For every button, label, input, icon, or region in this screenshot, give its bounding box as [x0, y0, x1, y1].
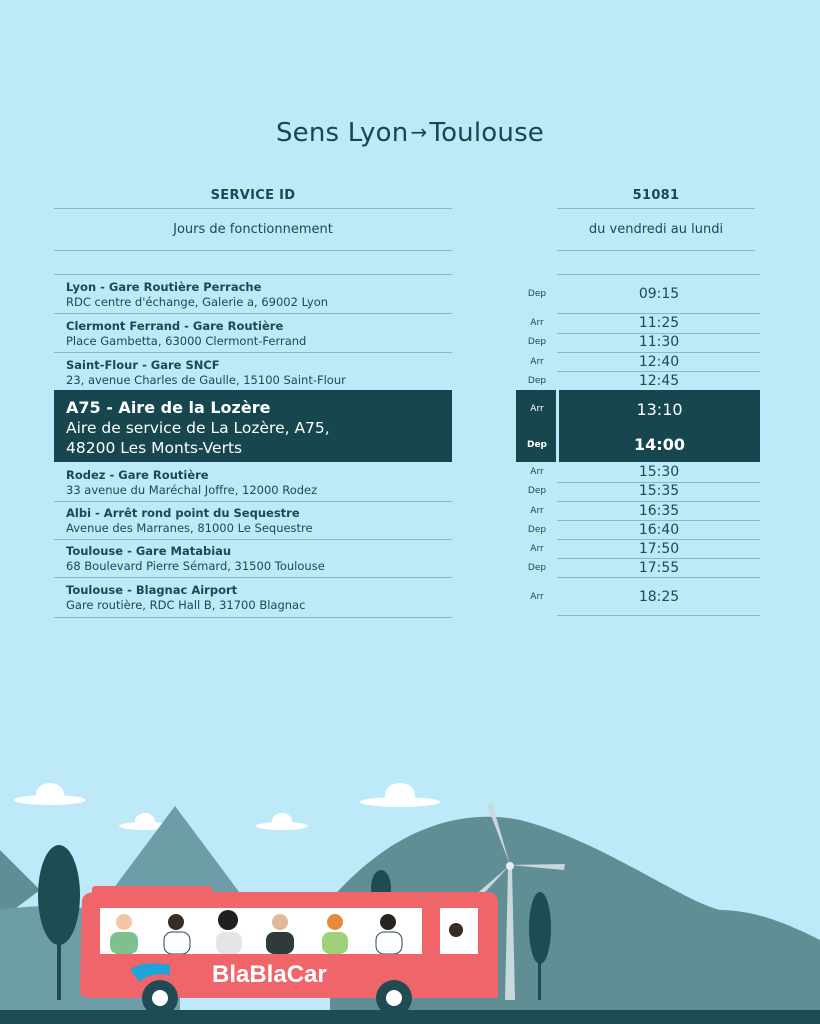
arr-label: Arr — [530, 467, 544, 477]
arr-label: Arr — [530, 357, 544, 367]
dep-time: 09:15 — [638, 286, 680, 302]
stop-name: Albi - Arrêt rond point du Sequestre — [66, 506, 300, 520]
divider — [54, 577, 452, 578]
divider — [557, 208, 755, 209]
arr-label: Arr — [530, 592, 544, 602]
bus-illustration — [80, 886, 498, 1016]
stop-name: Clermont Ferrand - Gare Routière — [66, 319, 284, 333]
arr-time: 13:10 — [636, 400, 683, 419]
divider — [54, 250, 452, 251]
divider — [557, 371, 760, 372]
divider — [54, 539, 452, 540]
days-value: du vendredi au lundi — [588, 222, 724, 237]
dep-label: Dep — [527, 486, 547, 496]
bus-brand-text: BlaBlaCar — [212, 961, 327, 988]
dep-time: 14:00 — [634, 435, 685, 454]
dep-label: Dep — [527, 563, 547, 573]
landscape-illustration — [0, 760, 820, 1024]
stop-name: Lyon - Gare Routière Perrache — [66, 280, 262, 294]
dep-time: 17:55 — [638, 560, 680, 576]
stop-address-line: Aire de service de La Lozère, A75, — [66, 419, 330, 437]
dep-label: Dep — [527, 525, 547, 535]
arr-time: 11:25 — [638, 315, 680, 331]
cloud-icon — [256, 813, 308, 830]
road — [0, 1010, 820, 1024]
highlighted-row — [54, 390, 760, 462]
days-label: Jours de fonctionnement — [173, 222, 333, 237]
arr-label: Arr — [530, 404, 544, 414]
arr-label: Arr — [530, 318, 544, 328]
dep-label: Dep — [527, 289, 547, 299]
stop-address: Gare routière, RDC Hall B, 31700 Blagnac — [66, 598, 306, 612]
divider — [54, 352, 452, 353]
stop-name: Rodez - Gare Routière — [66, 468, 209, 482]
stop-name: A75 - Aire de la Lozère — [66, 398, 271, 417]
divider — [54, 313, 452, 314]
divider — [557, 250, 755, 251]
service-id-label: SERVICE ID — [210, 188, 296, 203]
cloud-icon — [14, 783, 86, 805]
dep-time: 12:45 — [638, 373, 680, 389]
spacer — [452, 390, 516, 462]
page-title — [0, 118, 820, 148]
dep-label: Dep — [527, 337, 547, 347]
stop-address-line: 48200 Les Monts-Verts — [66, 439, 243, 457]
divider — [54, 501, 452, 502]
arr-time: 17:50 — [638, 541, 680, 557]
dep-label: Dep — [527, 376, 547, 386]
stop-name: Toulouse - Gare Matabiau — [66, 544, 232, 558]
divider — [557, 352, 760, 353]
arr-time: 12:40 — [638, 354, 680, 370]
divider — [54, 208, 452, 209]
dep-time: 16:40 — [638, 522, 680, 538]
cloud-icon — [360, 783, 440, 807]
divider — [557, 520, 760, 521]
divider — [557, 615, 760, 616]
arr-time: 18:25 — [638, 589, 680, 605]
divider — [557, 577, 760, 578]
divider — [557, 482, 760, 483]
divider — [557, 501, 760, 502]
divider — [557, 558, 760, 559]
arr-label: Arr — [530, 506, 544, 516]
arr-time: 16:35 — [638, 503, 680, 519]
divider — [557, 313, 760, 314]
dep-time: 15:35 — [638, 483, 680, 499]
stop-address: 23, avenue Charles de Gaulle, 15100 Saint-Flour — [66, 373, 346, 387]
divider — [54, 617, 452, 618]
dep-label: Dep — [526, 440, 548, 450]
dep-time: 11:30 — [638, 334, 680, 350]
title-destination: Toulouse — [429, 118, 545, 148]
arr-time: 15:30 — [638, 464, 680, 480]
divider — [557, 274, 760, 275]
service-id-value: 51081 — [632, 188, 680, 203]
stop-name: Saint-Flour - Gare SNCF — [66, 358, 220, 372]
divider — [557, 539, 760, 540]
divider — [54, 274, 452, 275]
arr-label: Arr — [530, 544, 544, 554]
stop-address: Avenue des Marranes, 81000 Le Sequestre — [66, 521, 313, 535]
stop-address — [66, 418, 330, 458]
stop-address: 68 Boulevard Pierre Sémard, 31500 Toulouse — [66, 559, 325, 573]
stop-address: Place Gambetta, 63000 Clermont-Ferrand — [66, 334, 307, 348]
divider — [557, 333, 760, 334]
stop-address: 33 avenue du Maréchal Joffre, 12000 Rodez — [66, 483, 318, 497]
arrow-right-icon: → — [410, 120, 428, 144]
title-origin: Sens Lyon — [275, 118, 409, 148]
stop-address: RDC centre d'échange, Galerie a, 69002 Lyon — [66, 295, 329, 309]
stop-name: Toulouse - Blagnac Airport — [66, 583, 238, 597]
